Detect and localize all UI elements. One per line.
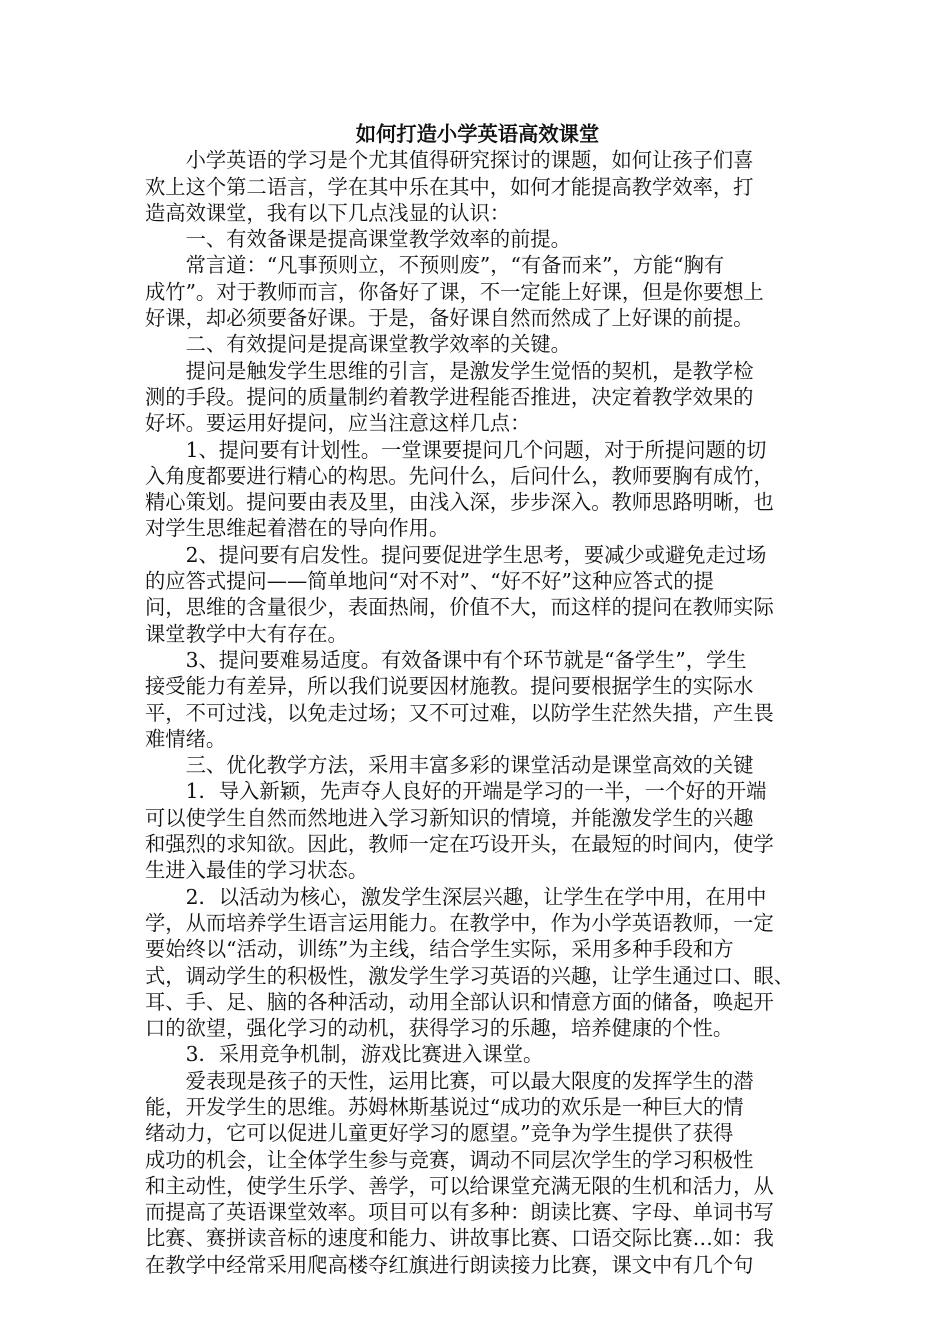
text-line: 常言道：“凡事预则立，不预则废”，“有备而来”，方能“胸有 (185, 253, 725, 278)
text-line: 造高效课堂，我有以下几点浅显的认识： (145, 200, 511, 225)
text-line: 可以使学生自然而然地进入学习新知识的情境，并能激发学生的兴趣 (145, 805, 754, 830)
paragraph (145, 542, 810, 647)
paragraph (145, 1068, 810, 1278)
paragraph (145, 752, 810, 778)
text-line: 提问是触发学生思维的引言，是激发学生觉悟的契机，是教学检 (185, 358, 754, 383)
paragraph (145, 226, 810, 252)
text-line: 3．采用竞争机制，游戏比赛进入课堂。 (185, 1042, 544, 1067)
paragraph (145, 252, 810, 331)
document-page (145, 121, 810, 1278)
text-line: 绪动力，它可以促进儿童更好学习的愿望。”竞争为学生提供了获得 (145, 1121, 734, 1146)
text-line: 和强烈的求知欲。因此，教师一定在巧设开头，在最短的时间内，使学 (145, 832, 774, 857)
text-line: 和主动性，使学生乐学、善学，可以给课堂充满无限的生机和活力，从 (145, 1173, 774, 1198)
text-line: 的应答式提问——简单地问“对不对”、“好不好”这种应答式的提 (145, 569, 714, 594)
document-body (145, 147, 810, 1278)
text-line: 测的手段。提问的质量制约着教学进程能否推进，决定着教学效果的 (145, 384, 754, 409)
text-line: 难情绪。 (145, 726, 227, 751)
text-line: 一、有效备课是提高课堂教学效率的前提。 (185, 227, 571, 252)
text-line: 生进入最佳的学习状态。 (145, 858, 369, 883)
text-line: 式，调动学生的积极性，激发学生学习英语的兴趣，让学生通过口、眼、 (145, 963, 795, 988)
paragraph (145, 1041, 810, 1067)
text-line: 爱表现是孩子的天性，运用比赛，可以最大限度的发挥学生的潜 (185, 1068, 754, 1093)
text-line: 接受能力有差异，所以我们说要因材施教。提问要根据学生的实际水 (145, 674, 754, 699)
text-line: 入角度都要进行精心的构思。先问什么，后问什么，教师要胸有成竹， (145, 463, 774, 488)
text-line: 课堂教学中大有存在。 (145, 621, 348, 646)
text-line: 对学生思维起着潜在的导向作用。 (145, 516, 450, 541)
text-line: 平，不可过浅，以免走过场；又不可过难，以防学生茫然失措，产生畏 (145, 700, 774, 725)
text-line: 学，从而培养学生语言运用能力。在教学中，作为小学英语教师，一定 (145, 910, 774, 935)
document-title: 如何打造小学英语高效课堂 (355, 122, 600, 146)
paragraph (145, 331, 810, 357)
paragraph (145, 437, 810, 542)
text-line: 2．以活动为核心，激发学生深层兴趣，让学生在学中用，在用中 (185, 884, 767, 909)
text-line: 1．导入新颖，先声夺人良好的开端是学习的一半，一个好的开端 (185, 779, 767, 804)
paragraph (145, 147, 810, 226)
text-line: 3、提问要难易适度。有效备课中有个环节就是“备学生”，学生 (185, 647, 747, 672)
text-line: 1、提问要有计划性。一堂课要提问几个问题，对于所提问题的切 (185, 437, 767, 462)
text-line: 2、提问要有启发性。提问要促进学生思考，要减少或避免走过场 (185, 542, 767, 567)
paragraph (145, 778, 810, 883)
text-line: 要始终以“活动，训练”为主线，结合学生实际，采用多种手段和方 (145, 937, 734, 962)
text-line: 好坏。要运用好提问，应当注意这样几点： (145, 411, 531, 436)
text-line: 问，思维的含量很少，表面热闹，价值不大，而这样的提问在教师实际 (145, 595, 774, 620)
text-line: 在教学中经常采用爬高楼夺红旗进行朗读接力比赛，课文中有几个句 (145, 1252, 754, 1277)
text-line: 而提高了英语课堂效率。项目可以有多种：朗读比赛、字母、单词书写 (145, 1200, 774, 1225)
text-line: 精心策划。提问要由表及里，由浅入深，步步深入。教师思路明晰，也 (145, 490, 774, 515)
text-line: 三、优化教学方法，采用丰富多彩的课堂活动是课堂高效的关键 (185, 753, 754, 778)
text-line: 小学英语的学习是个尤其值得研究探讨的课题，如何让孩子们喜 (185, 148, 754, 173)
paragraph (145, 358, 810, 437)
text-line: 耳、手、足、脑的各种活动，动用全部认识和情意方面的储备，唤起开 (145, 989, 774, 1014)
text-line: 欢上这个第二语言，学在其中乐在其中，如何才能提高教学效率，打 (145, 174, 754, 199)
text-line: 成竹”。对于教师而言，你备好了课，不一定能上好课，但是你要想上 (145, 279, 764, 304)
paragraph (145, 884, 810, 1042)
text-line: 好课，却必须要备好课。于是，备好课自然而然成了上好课的前提。 (145, 306, 754, 331)
text-line: 口的欲望，强化学习的动机，获得学习的乐趣，培养健康的个性。 (145, 1016, 734, 1041)
text-line: 二、有效提问是提高课堂教学效率的关键。 (185, 332, 571, 357)
text-line: 能，开发学生的思维。苏姆林斯基说过“成功的欢乐是一种巨大的情 (145, 1094, 744, 1119)
text-line: 比赛、赛拼读音标的速度和能力、讲故事比赛、口语交际比赛…如：我 (145, 1226, 774, 1251)
text-line: 成功的机会，让全体学生参与竞赛，调动不同层次学生的学习积极性 (145, 1147, 754, 1172)
paragraph (145, 647, 810, 752)
